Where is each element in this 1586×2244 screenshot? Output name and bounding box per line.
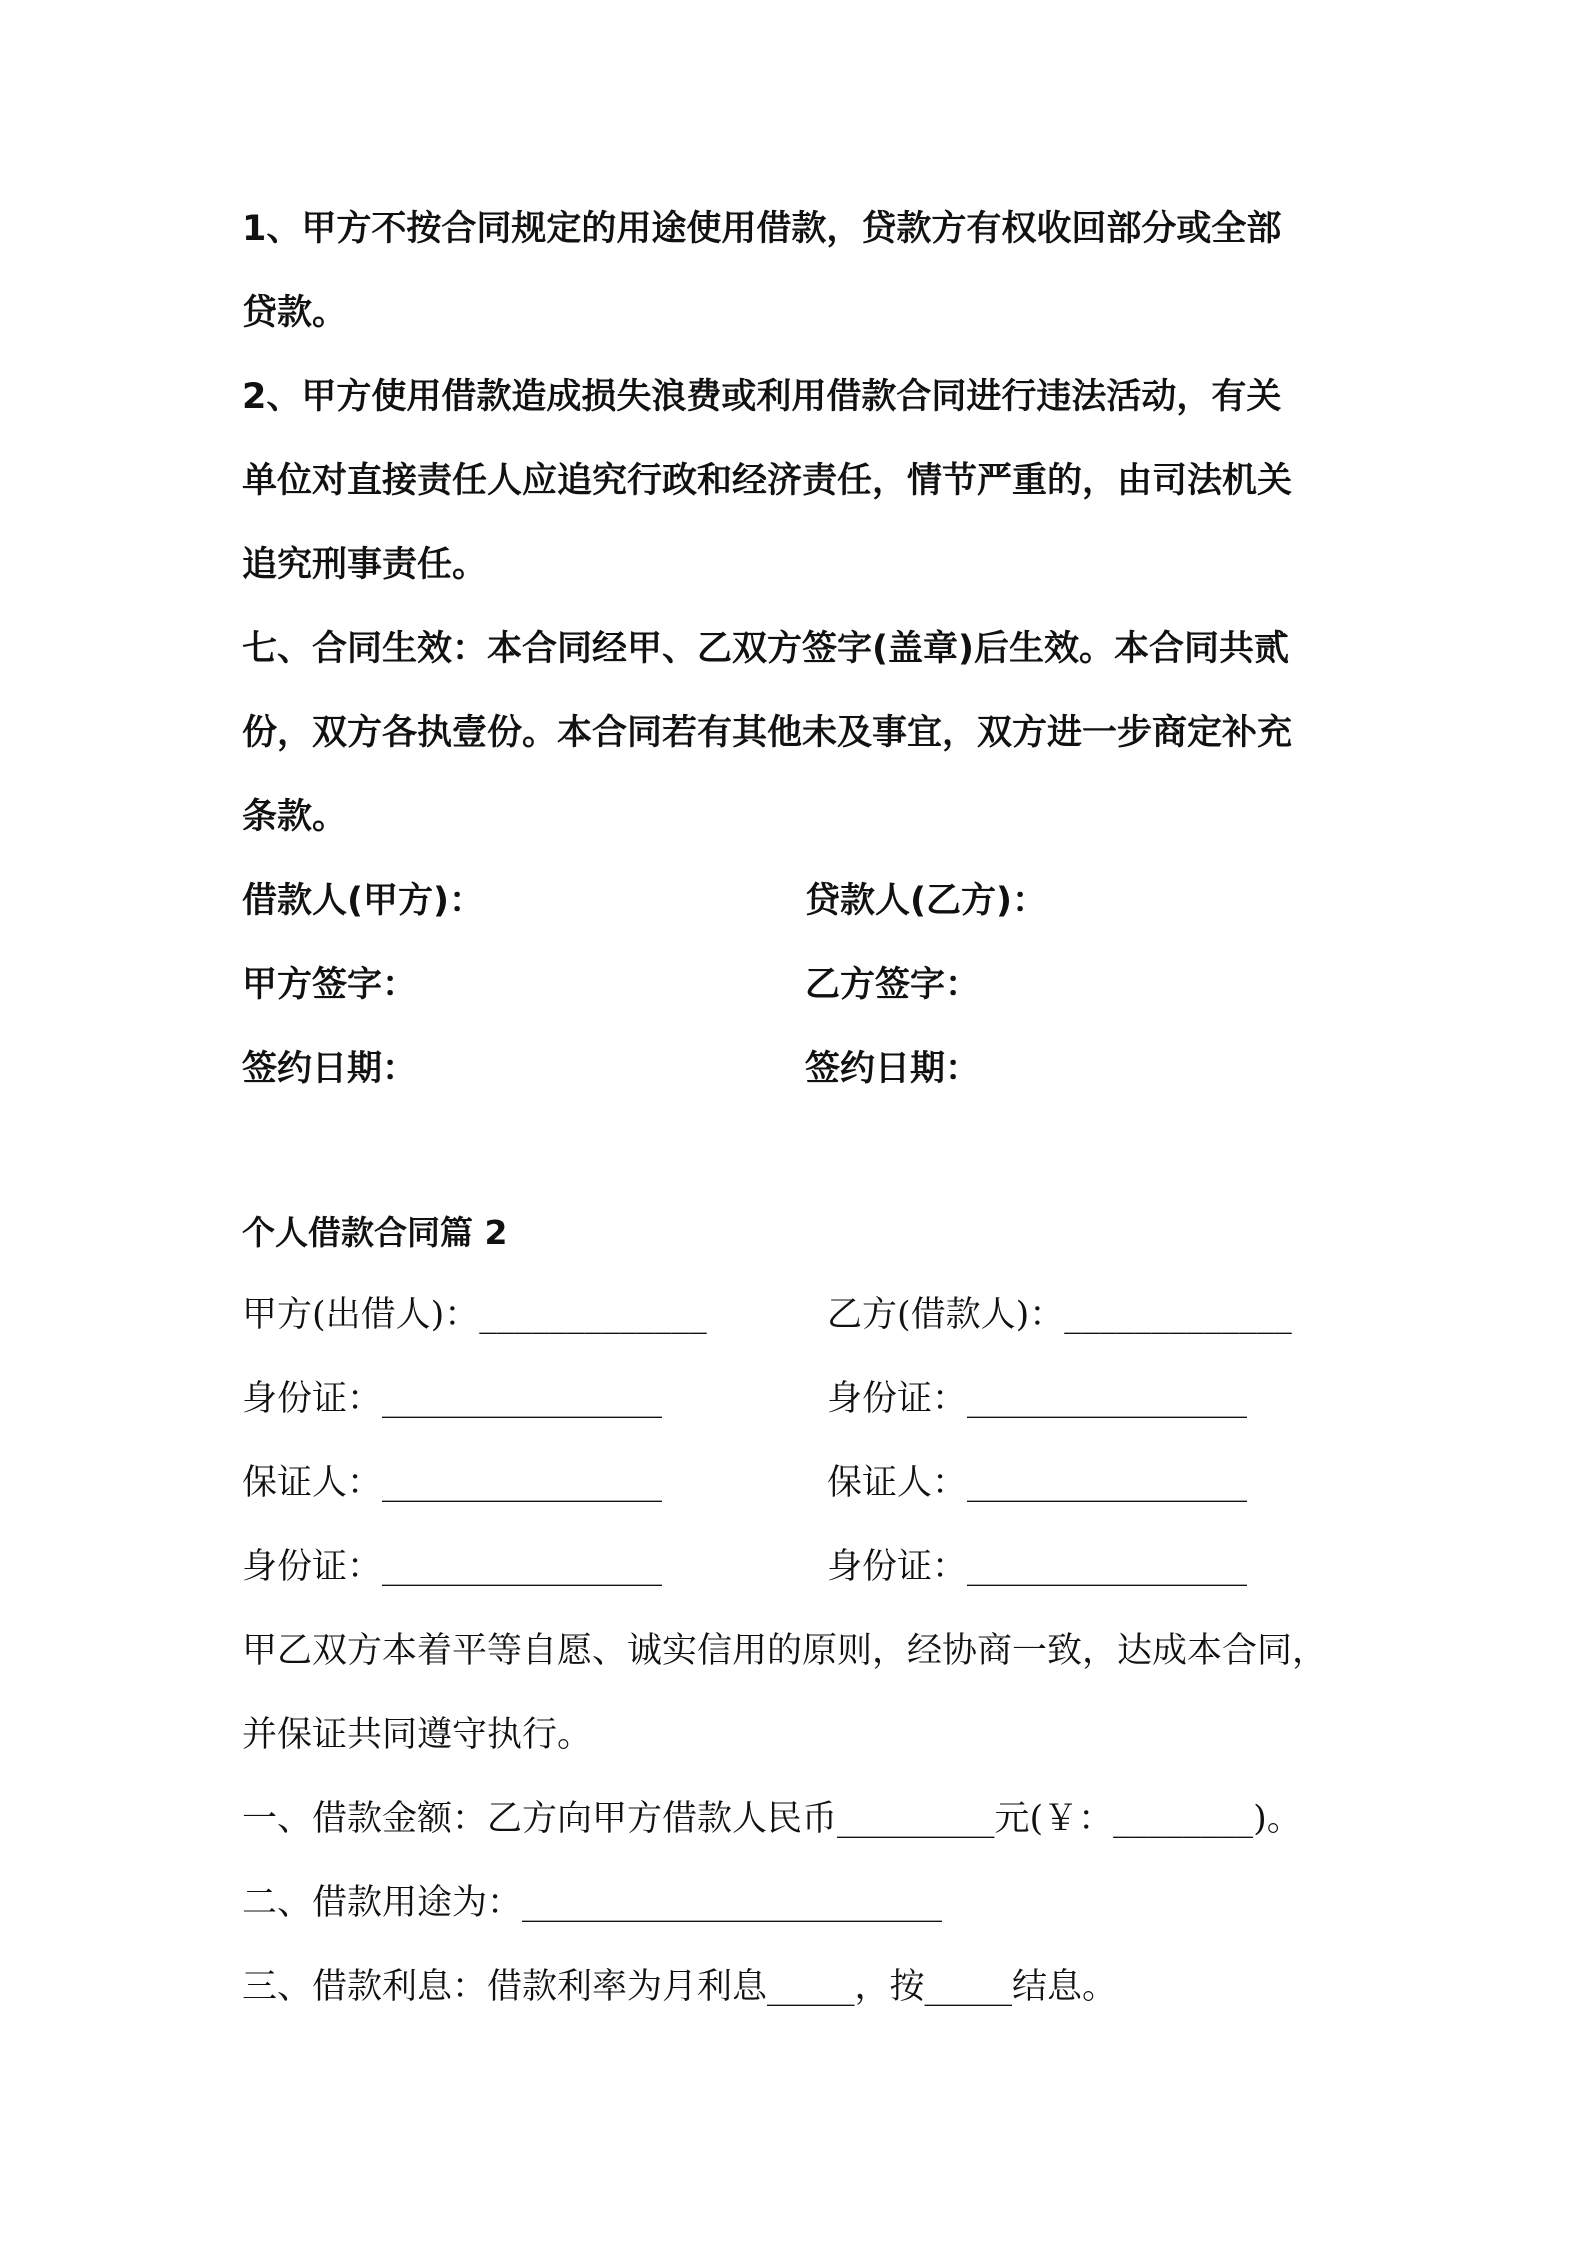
- item-loan-amount: 一、借款金额：乙方向甲方借款人民币_________元(￥：________)。: [242, 1799, 1302, 1839]
- clause-2-line-2: 单位对直接责任人应追究行政和经济责任，情节严重的，由司法机关: [242, 461, 1293, 501]
- clause-2-line-3: 追究刑事责任。: [242, 545, 488, 585]
- id-card-left-2: 身份证：________________: [242, 1547, 663, 1587]
- party-a-signature: 甲方签字：: [242, 965, 418, 1005]
- sign-date-left: 签约日期：: [242, 1049, 418, 1089]
- guarantor-left: 保证人：________________: [242, 1463, 663, 1503]
- id-card-left-1: 身份证：________________: [242, 1379, 663, 1419]
- clause-7-line-3: 条款。: [242, 797, 348, 837]
- intro-line-2: 并保证共同遵守执行。: [242, 1715, 593, 1755]
- sign-date-right: 签约日期：: [805, 1049, 981, 1089]
- guarantor-right: 保证人：________________: [827, 1463, 1248, 1503]
- borrower-label: 借款人(甲方)：: [242, 881, 484, 921]
- id-card-right-2: 身份证：________________: [827, 1547, 1248, 1587]
- intro-line-1: 甲乙双方本着平等自愿、诚实信用的原则，经协商一致，达成本合同，: [242, 1631, 1328, 1671]
- clause-2-line-1: 2、甲方使用借款造成损失浪费或利用借款合同进行违法活动，有关: [242, 377, 1282, 417]
- clause-7-line-2: 份，双方各执壹份。本合同若有其他未及事宜，双方进一步商定补充: [242, 713, 1293, 753]
- item-loan-purpose: 二、借款用途为：________________________: [242, 1883, 943, 1923]
- clause-1-line-2: 贷款。: [242, 293, 348, 333]
- clause-7-line-1: 七、合同生效：本合同经甲、乙双方签字(盖章)后生效。本合同共贰: [242, 629, 1289, 669]
- id-card-right-1: 身份证：________________: [827, 1379, 1248, 1419]
- item-loan-interest: 三、借款利息：借款利率为月利息_____，按_____结息。: [242, 1967, 1118, 2007]
- lender-label: 贷款人(乙方)：: [805, 881, 1047, 921]
- party-b-borrower-field: 乙方(借款人)：_____________: [827, 1295, 1292, 1335]
- party-b-signature: 乙方签字：: [805, 965, 981, 1005]
- clause-1-line-1: 1、甲方不按合同规定的用途使用借款，贷款方有权收回部分或全部: [242, 209, 1282, 249]
- party-a-lender-field: 甲方(出借人)：_____________: [242, 1295, 707, 1335]
- contract-2-title: 个人借款合同篇 2: [242, 1213, 508, 1252]
